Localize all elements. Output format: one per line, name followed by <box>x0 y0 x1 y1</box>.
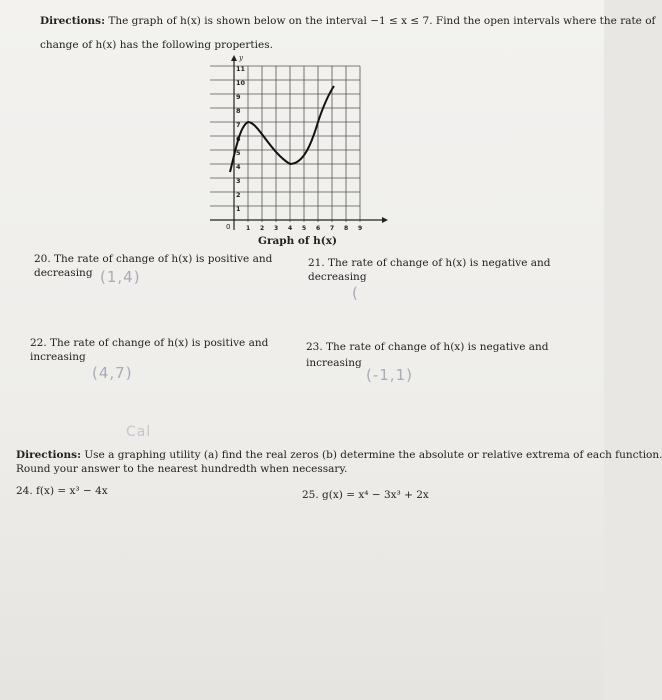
y-axis-arrow <box>231 55 237 61</box>
y-axis-label: y <box>239 54 243 62</box>
directions-2-line-2: Round your answer to the nearest hundredth when necessary. <box>16 463 348 475</box>
y-tick-2: 2 <box>236 191 241 199</box>
x-tick-2: 2 <box>260 225 265 232</box>
question-23-line-1: 23. The rate of change of h(x) is negative and <box>306 341 549 353</box>
question-20-line-2: decreasing <box>34 267 93 279</box>
x-tick-6: 6 <box>316 225 321 232</box>
directions-1-text: The graph of h(x) is shown below on the interval −1 ≤ x ≤ 7. Find the open intervals where the rate of <box>108 15 656 27</box>
y-tick-3: 3 <box>236 177 241 185</box>
graph-grid <box>210 66 360 222</box>
question-24: 24. f(x) = x³ − 4x <box>16 485 108 497</box>
x-tick-5: 5 <box>302 225 307 232</box>
x-tick-9: 9 <box>358 225 363 232</box>
x-tick-1: 1 <box>246 225 251 232</box>
x-tick-7: 7 <box>330 225 335 232</box>
question-21-line-2: decreasing <box>308 271 367 283</box>
directions-1-line-1 <box>40 14 655 28</box>
directions-2-text: Use a graphing utility (a) find the real zeros (b) determine the absolute or relative extrema of each function. <box>84 449 662 461</box>
question-21-line-1: 21. The rate of change of h(x) is negative and <box>308 257 551 269</box>
directions-2-label: Directions: <box>16 449 81 461</box>
question-22-handwritten-answer: (4,7) <box>92 364 133 382</box>
directions-1-line-2: change of h(x) has the following properties. <box>40 39 273 51</box>
x-tick-3: 3 <box>274 225 279 232</box>
question-21-handwritten-answer: ( <box>352 284 359 302</box>
y-tick-5: 5 <box>236 149 241 157</box>
y-tick-4: 4 <box>236 163 241 171</box>
origin-label: 0 <box>226 223 231 231</box>
graph-of-h <box>200 52 410 242</box>
y-tick-6: 6 <box>236 135 241 143</box>
faint-handwritten-note: Cal <box>126 424 152 440</box>
y-tick-7: 7 <box>236 121 241 129</box>
question-25: 25. g(x) = x⁴ − 3x³ + 2x <box>302 489 429 501</box>
y-tick-11: 11 <box>236 65 246 73</box>
x-axis-arrow <box>382 217 388 223</box>
question-23-line-2: increasing <box>306 357 362 369</box>
y-tick-8: 8 <box>236 107 241 115</box>
question-20-handwritten-answer: (1,4) <box>100 268 141 286</box>
question-22-line-2: increasing <box>30 351 86 363</box>
y-tick-9: 9 <box>236 93 241 101</box>
x-tick-4: 4 <box>288 225 293 232</box>
y-tick-1: 1 <box>236 205 241 213</box>
question-23-handwritten-answer: (-1,1) <box>366 366 413 384</box>
graph-caption: Graph of h(x) <box>258 235 337 247</box>
directions-1-label: Directions: <box>40 15 105 27</box>
x-tick-8: 8 <box>344 225 349 232</box>
question-20-line-1: 20. The rate of change of h(x) is positive and <box>34 253 273 265</box>
directions-2-line-1 <box>16 448 662 462</box>
y-tick-10: 10 <box>236 79 246 87</box>
question-22-line-1: 22. The rate of change of h(x) is positive and <box>30 337 269 349</box>
